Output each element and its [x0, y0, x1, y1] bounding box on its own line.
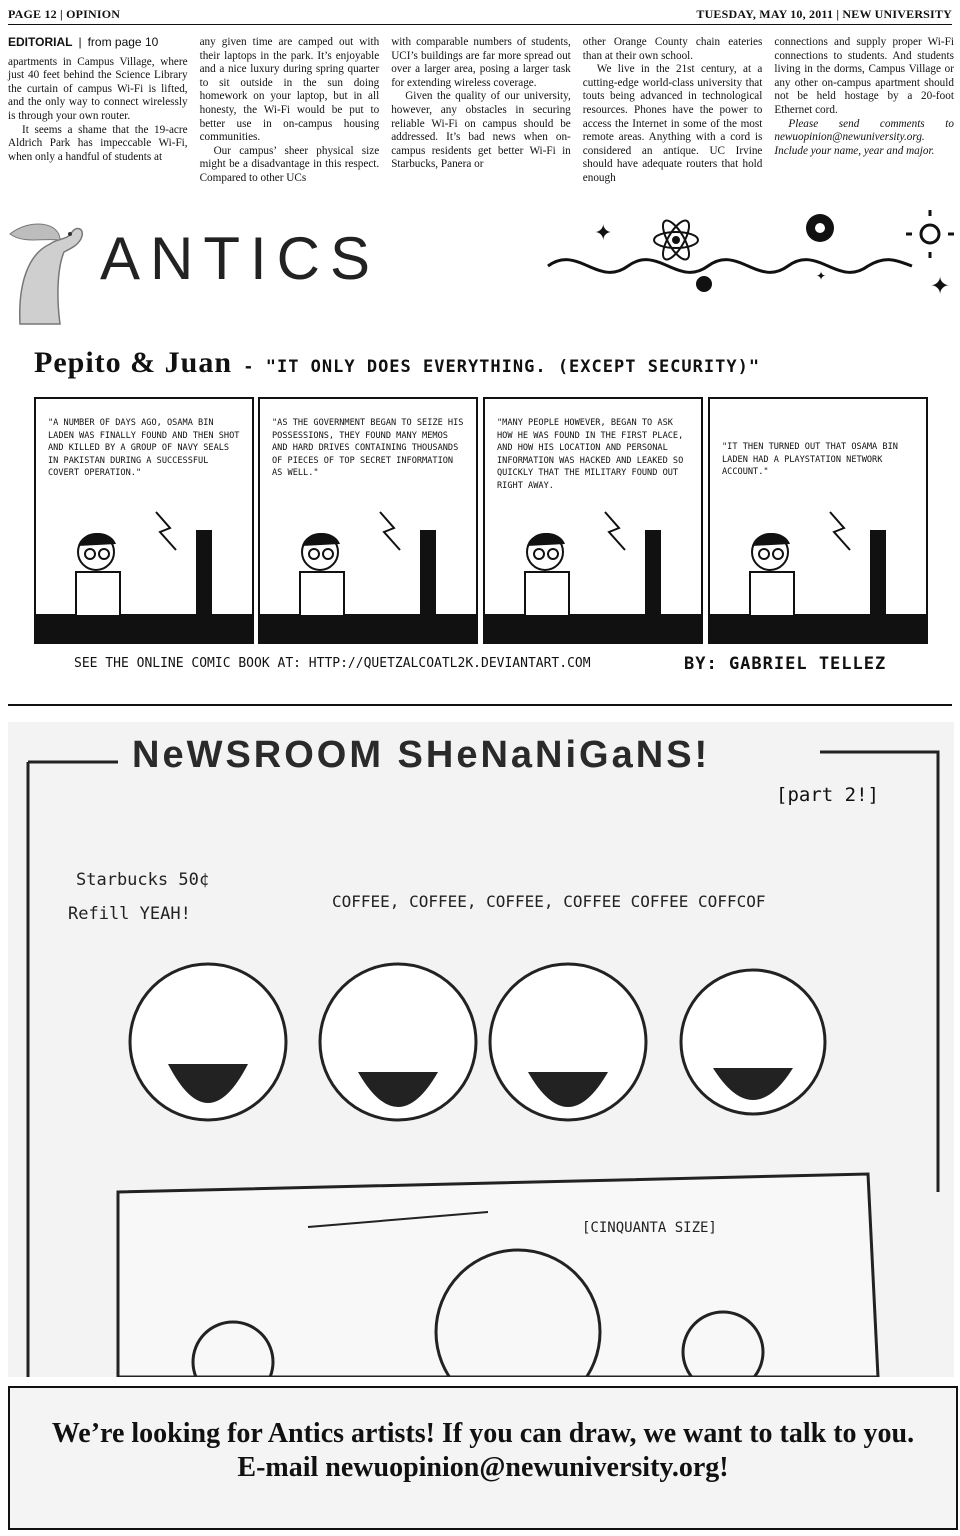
paragraph: Our campus’ sheer physical size might be a disadvantage in this respect. Compared to other UCs	[199, 144, 380, 184]
panel-caption: "IT THEN TURNED OUT THAT OSAMA BIN LADEN HAD A PLAYSTATION NETWORK ACCOUNT."	[722, 442, 898, 477]
paragraph: other Orange County chain eateries than at their own school.	[582, 36, 763, 62]
editorial-columns	[8, 36, 954, 196]
promo-line-1: We’re looking for Antics artists! If you can draw, we want to talk to you.	[51, 1418, 915, 1449]
editorial-continued: from page 10	[87, 35, 159, 49]
flower-icon	[806, 214, 834, 242]
speech-text: COFFEE, COFFEE, COFFEE, COFFEE COFFEE COFFCOF	[332, 892, 766, 911]
newsroom-comic	[8, 722, 954, 1377]
editorial-label: EDITORIAL | from page 10	[8, 35, 159, 49]
paragraph: It seems a shame that the 19-acre Aldrich Park has impeccable Wi-Fi, when only a handful of students at	[8, 123, 188, 163]
character-at-computer-icon	[260, 502, 476, 642]
comic-panel-4	[708, 397, 928, 644]
editorial-column-1	[8, 36, 188, 196]
star-icon: ✦	[930, 274, 951, 300]
editorial-column-5	[774, 36, 954, 196]
comic-byline: BY: GABRIEL TELLEZ	[684, 654, 887, 674]
comic-url-line: SEE THE ONLINE COMIC BOOK AT: HTTP://QUETZALCOATL2K.DEVIANTART.COM	[74, 656, 591, 671]
comic-panel-2	[258, 397, 478, 644]
comic-title	[34, 346, 760, 380]
speech-text: Starbucks 50¢	[76, 870, 210, 890]
comic-name: Pepito & Juan	[34, 346, 233, 379]
comic-panel-3	[483, 397, 703, 644]
sun-icon	[906, 210, 954, 258]
atom-icon	[654, 217, 698, 263]
paragraph: apartments in Campus Village, where just 40 feet behind the Science Library the curtain of campus Wi-Fi is lifted, and the only way to connect wirelessly is through your own router.	[8, 55, 188, 122]
editorial-column-4	[583, 36, 763, 196]
paragraph: connections and supply proper Wi-Fi connections to students. And students living in the dorms, Campus Village or any other on-campus apartment should not be held hostage by a 20-foot Ethernet cord.	[774, 36, 954, 116]
character-at-computer-icon	[710, 502, 926, 642]
star-icon: ✦	[594, 220, 613, 245]
panel-caption: "MANY PEOPLE HOWEVER, BEGAN TO ASK HOW HE WAS FOUND IN THE FIRST PLACE, AND HOW HIS LOCATION AND PERSONAL INFORMATION WAS HACKED AND LEAKED SO QUICKLY THAT THE MILITARY FOUND OUT RIGHT AWAY.	[497, 418, 684, 491]
antics-title: ANTICS	[100, 225, 381, 292]
newsroom-drawing	[8, 722, 954, 1377]
editorial-column-2	[200, 36, 380, 196]
paragraph: We live in the 21st century, at a cutting-edge world-class university that touts being advanced in technological resources. Phones have the power to access the Internet in some of the most remote areas. Anything with a cord is considered an antique. UC Irvine should have adequate routers that hold enough	[582, 63, 763, 184]
squirrel-logo-icon	[10, 224, 82, 324]
character-at-computer-icon	[485, 502, 701, 642]
editorial-title: EDITORIAL	[8, 35, 73, 49]
swirl-line-icon	[548, 260, 912, 273]
panel-caption: "AS THE GOVERNMENT BEGAN TO SEIZE HIS POSSESSIONS, THEY FOUND MANY MEMOS AND HARD DRIVES CONTAINING THOUSANDS OF PIECES OF TOP SECRET INFORMATION AS WELL."	[272, 418, 464, 478]
comic-panel-1	[34, 397, 254, 644]
antics-banner	[0, 204, 960, 336]
section-divider	[8, 704, 952, 706]
comment-note: Please send comments to newuopinion@newuniversity.org. Include your name, year and major.	[774, 117, 954, 157]
cup-label: [CINQUANTA SIZE]	[582, 1220, 717, 1236]
page-date-label: TUESDAY, MAY 10, 2011 | NEW UNIVERSITY	[696, 6, 952, 21]
promo-line-2: E-mail newuopinion@newuniversity.org!	[237, 1452, 729, 1483]
character-at-computer-icon	[36, 502, 252, 642]
star-icon: ✦	[816, 269, 827, 283]
panel-caption: "A NUMBER OF DAYS AGO, OSAMA BIN LADEN WAS FINALLY FOUND AND THEN SHOT AND KILLED BY A GROUP OF NAVY SEALS IN PAKISTAN DURING A SUCCESSFUL COVERT OPERATION."	[48, 418, 240, 478]
editorial-column-3	[391, 36, 571, 196]
page-header	[8, 4, 952, 25]
speech-text: Refill YEAH!	[68, 904, 191, 924]
newsroom-part: [part 2!]	[776, 784, 879, 806]
comic-subtitle: - "IT ONLY DOES EVERYTHING. (EXCEPT SECURITY)"	[232, 357, 761, 377]
newsroom-title: NeWSROOM SHeNaNiGaNS!	[132, 734, 711, 776]
paragraph: with comparable numbers of students, UCI’s buildings are far more spread out over a larger area, posing a larger task for extending wireless coverage.	[391, 36, 571, 89]
paragraph: any given time are camped out with their laptops in the park. It’s enjoyable and a nice luxury during spring quarter to sit outside in the sun doing homework on your laptop, but in all honesty, the Wi-Fi would be put to better use in on-campus housing communities.	[199, 36, 380, 144]
paragraph: Given the quality of our university, however, any obstacles in securing reliable Wi-Fi on campus should be addressed. It’s bad news when on-campus residents get better Wi-Fi in Starbucks, Panera or	[391, 90, 571, 171]
antics-recruitment-box	[8, 1386, 958, 1530]
page-section-label: PAGE 12 | OPINION	[8, 6, 121, 21]
small-flower-icon	[696, 276, 712, 292]
